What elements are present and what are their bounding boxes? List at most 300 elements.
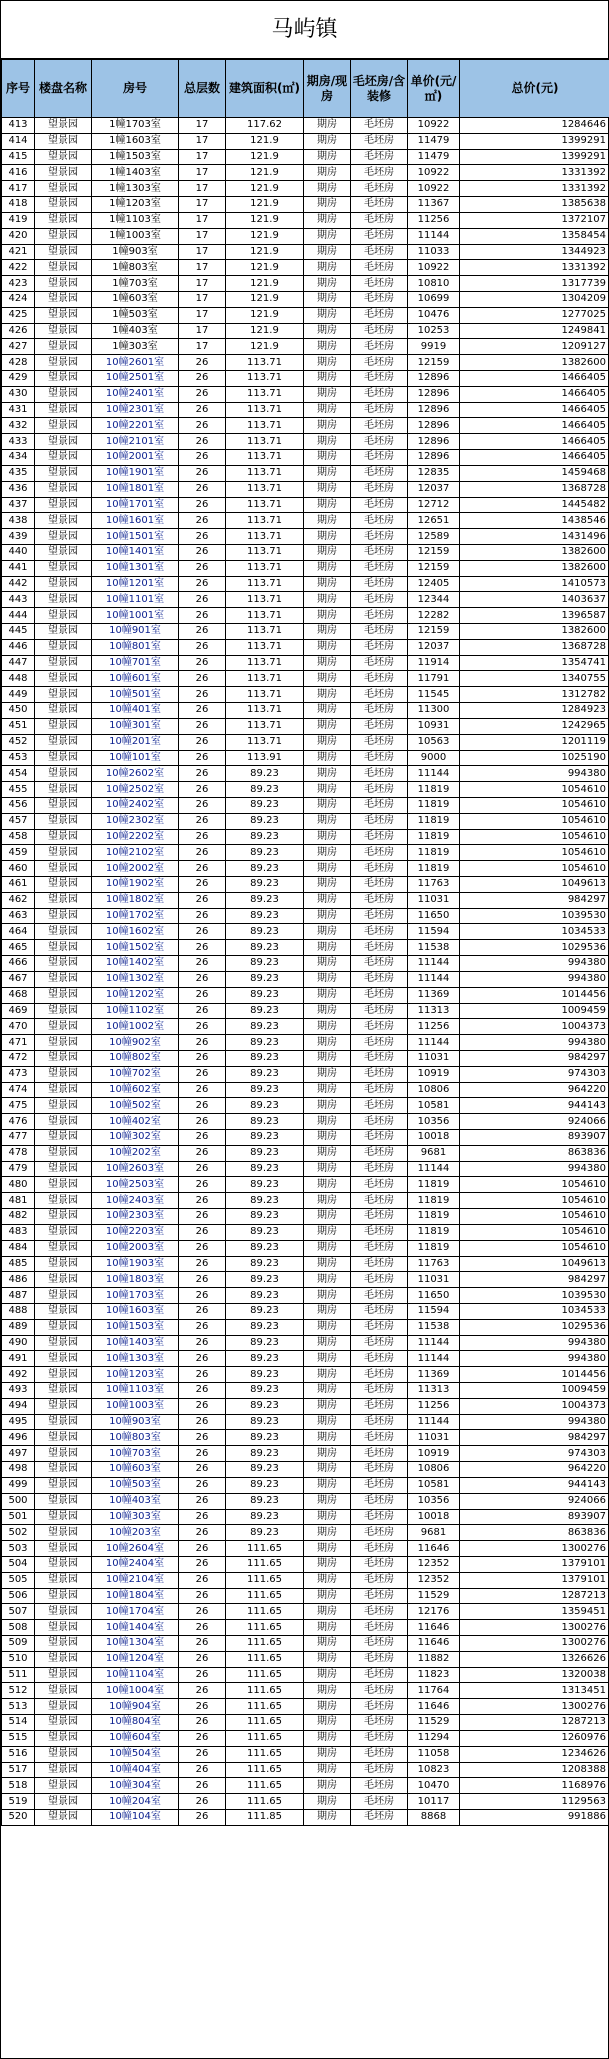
- cell-total-price: 1129563: [460, 1794, 609, 1810]
- cell-floors: 26: [179, 371, 226, 387]
- cell-finish: 毛坯房: [351, 1588, 408, 1604]
- cell-unit-price: 11823: [408, 1667, 460, 1683]
- cell-unit-price: 11819: [408, 813, 460, 829]
- cell-index: 448: [2, 671, 35, 687]
- cell-finish: 毛坯房: [351, 165, 408, 181]
- cell-area: 89.23: [226, 877, 304, 893]
- cell-area: 113.71: [226, 513, 304, 529]
- cell-project: 望景园: [35, 1177, 92, 1193]
- cell-unit-price: 11031: [408, 892, 460, 908]
- cell-finish: 毛坯房: [351, 718, 408, 734]
- cell-project: 望景园: [35, 797, 92, 813]
- cell-index: 464: [2, 924, 35, 940]
- table-row: [2, 1035, 609, 1051]
- cell-status: 期房: [304, 813, 351, 829]
- cell-status: 期房: [304, 671, 351, 687]
- cell-room: 10幢402室: [92, 1114, 179, 1130]
- table-row: [2, 1556, 609, 1572]
- cell-finish: 毛坯房: [351, 1383, 408, 1399]
- cell-status: 期房: [304, 1683, 351, 1699]
- cell-status: 期房: [304, 1746, 351, 1762]
- table-row: [2, 687, 609, 703]
- cell-floors: 26: [179, 892, 226, 908]
- cell-total-price: 1331392: [460, 165, 609, 181]
- cell-floors: 26: [179, 750, 226, 766]
- cell-area: 89.23: [226, 861, 304, 877]
- table-row: [2, 987, 609, 1003]
- cell-area: 89.23: [226, 1477, 304, 1493]
- cell-area: 111.65: [226, 1556, 304, 1572]
- cell-status: 期房: [304, 1351, 351, 1367]
- cell-status: 期房: [304, 1509, 351, 1525]
- cell-project: 望景园: [35, 355, 92, 371]
- cell-status: 期房: [304, 1556, 351, 1572]
- cell-area: 89.23: [226, 908, 304, 924]
- table-row: [2, 829, 609, 845]
- cell-index: 450: [2, 703, 35, 719]
- cell-project: 望景园: [35, 1145, 92, 1161]
- cell-area: 89.23: [226, 1098, 304, 1114]
- cell-room: 10幢203室: [92, 1525, 179, 1541]
- cell-project: 望景园: [35, 1256, 92, 1272]
- cell-index: 461: [2, 877, 35, 893]
- cell-area: 89.23: [226, 987, 304, 1003]
- cell-total-price: 944143: [460, 1477, 609, 1493]
- table-row: [2, 481, 609, 497]
- cell-area: 89.23: [226, 1303, 304, 1319]
- cell-project: 望景园: [35, 1620, 92, 1636]
- cell-total-price: 1054610: [460, 797, 609, 813]
- cell-finish: 毛坯房: [351, 1762, 408, 1778]
- cell-status: 期房: [304, 1256, 351, 1272]
- cell-area: 113.71: [226, 481, 304, 497]
- cell-project: 望景园: [35, 1572, 92, 1588]
- cell-unit-price: 10919: [408, 1446, 460, 1462]
- cell-index: 519: [2, 1794, 35, 1810]
- cell-index: 442: [2, 576, 35, 592]
- cell-status: 期房: [304, 956, 351, 972]
- cell-area: 113.71: [226, 497, 304, 513]
- cell-status: 期房: [304, 1193, 351, 1209]
- cell-status: 期房: [304, 766, 351, 782]
- cell-status: 期房: [304, 987, 351, 1003]
- cell-floors: 17: [179, 212, 226, 228]
- cell-area: 113.71: [226, 371, 304, 387]
- cell-floors: 17: [179, 244, 226, 260]
- cell-project: 望景园: [35, 1019, 92, 1035]
- cell-index: 489: [2, 1319, 35, 1335]
- cell-status: 期房: [304, 624, 351, 640]
- cell-finish: 毛坯房: [351, 1730, 408, 1746]
- cell-floors: 26: [179, 1224, 226, 1240]
- cell-total-price: 1039530: [460, 908, 609, 924]
- cell-project: 望景园: [35, 987, 92, 1003]
- cell-area: 113.91: [226, 750, 304, 766]
- cell-status: 期房: [304, 1462, 351, 1478]
- cell-total-price: 1445482: [460, 497, 609, 513]
- cell-index: 517: [2, 1762, 35, 1778]
- cell-room: 10幢504室: [92, 1746, 179, 1762]
- cell-total-price: 1331392: [460, 260, 609, 276]
- cell-finish: 毛坯房: [351, 1462, 408, 1478]
- cell-area: 89.23: [226, 1177, 304, 1193]
- cell-total-price: 1438546: [460, 513, 609, 529]
- table-row: [2, 924, 609, 940]
- table-row: [2, 1462, 609, 1478]
- table-row: [2, 244, 609, 260]
- cell-total-price: 984297: [460, 892, 609, 908]
- cell-project: 望景园: [35, 1209, 92, 1225]
- cell-index: 416: [2, 165, 35, 181]
- cell-area: 89.23: [226, 1319, 304, 1335]
- cell-total-price: 1234626: [460, 1746, 609, 1762]
- cell-unit-price: 11764: [408, 1683, 460, 1699]
- cell-unit-price: 12352: [408, 1572, 460, 1588]
- cell-finish: 毛坯房: [351, 1224, 408, 1240]
- cell-finish: 毛坯房: [351, 1683, 408, 1699]
- cell-status: 期房: [304, 529, 351, 545]
- cell-area: 113.71: [226, 529, 304, 545]
- cell-project: 望景园: [35, 529, 92, 545]
- cell-area: 121.9: [226, 276, 304, 292]
- cell-project: 望景园: [35, 782, 92, 798]
- cell-total-price: 1344923: [460, 244, 609, 260]
- cell-finish: 毛坯房: [351, 465, 408, 481]
- cell-area: 121.9: [226, 197, 304, 213]
- cell-room: 10幢1803室: [92, 1272, 179, 1288]
- cell-total-price: 863836: [460, 1525, 609, 1541]
- cell-total-price: 944143: [460, 1098, 609, 1114]
- table-row: [2, 1541, 609, 1557]
- cell-finish: 毛坯房: [351, 608, 408, 624]
- cell-finish: 毛坯房: [351, 845, 408, 861]
- cell-unit-price: 10581: [408, 1098, 460, 1114]
- cell-index: 433: [2, 434, 35, 450]
- cell-room: 1幢403室: [92, 323, 179, 339]
- cell-status: 期房: [304, 908, 351, 924]
- cell-project: 望景园: [35, 1114, 92, 1130]
- cell-room: 10幢1204室: [92, 1651, 179, 1667]
- cell-status: 期房: [304, 1398, 351, 1414]
- cell-unit-price: 11819: [408, 1224, 460, 1240]
- cell-unit-price: 11031: [408, 1272, 460, 1288]
- cell-room: 10幢403室: [92, 1493, 179, 1509]
- cell-total-price: 1382600: [460, 355, 609, 371]
- cell-room: 10幢1201室: [92, 576, 179, 592]
- cell-unit-price: 11313: [408, 1003, 460, 1019]
- cell-project: 望景园: [35, 1446, 92, 1462]
- cell-floors: 26: [179, 576, 226, 592]
- cell-unit-price: 10018: [408, 1509, 460, 1525]
- cell-project: 望景园: [35, 639, 92, 655]
- cell-total-price: 1260976: [460, 1730, 609, 1746]
- table-row: [2, 1794, 609, 1810]
- cell-finish: 毛坯房: [351, 1636, 408, 1652]
- cell-finish: 毛坯房: [351, 1272, 408, 1288]
- cell-total-price: 994380: [460, 1414, 609, 1430]
- cell-area: 89.23: [226, 1493, 304, 1509]
- cell-floors: 26: [179, 1809, 226, 1825]
- cell-unit-price: 11294: [408, 1730, 460, 1746]
- cell-status: 期房: [304, 1209, 351, 1225]
- cell-finish: 毛坯房: [351, 1145, 408, 1161]
- cell-finish: 毛坯房: [351, 307, 408, 323]
- cell-project: 望景园: [35, 165, 92, 181]
- table-row: [2, 291, 609, 307]
- cell-status: 期房: [304, 1319, 351, 1335]
- table-row: [2, 339, 609, 355]
- table-row: [2, 1604, 609, 1620]
- cell-room: 10幢1704室: [92, 1604, 179, 1620]
- col-header-finish: 毛坯房/含装修: [351, 60, 408, 118]
- cell-project: 望景园: [35, 924, 92, 940]
- cell-total-price: 1304209: [460, 291, 609, 307]
- cell-project: 望景园: [35, 1778, 92, 1794]
- cell-index: 483: [2, 1224, 35, 1240]
- cell-index: 423: [2, 276, 35, 292]
- cell-total-price: 1317739: [460, 276, 609, 292]
- cell-room: 10幢2401室: [92, 386, 179, 402]
- cell-total-price: 1399291: [460, 133, 609, 149]
- cell-project: 望景园: [35, 624, 92, 640]
- cell-finish: 毛坯房: [351, 829, 408, 845]
- cell-room: 10幢2302室: [92, 813, 179, 829]
- cell-area: 111.65: [226, 1636, 304, 1652]
- cell-status: 期房: [304, 260, 351, 276]
- cell-finish: 毛坯房: [351, 1699, 408, 1715]
- cell-total-price: 1466405: [460, 434, 609, 450]
- cell-unit-price: 12159: [408, 544, 460, 560]
- cell-index: 503: [2, 1541, 35, 1557]
- cell-total-price: 893907: [460, 1509, 609, 1525]
- cell-unit-price: 11479: [408, 149, 460, 165]
- cell-total-price: 1284646: [460, 118, 609, 134]
- cell-total-price: 1287213: [460, 1588, 609, 1604]
- table-row: [2, 624, 609, 640]
- cell-index: 424: [2, 291, 35, 307]
- cell-total-price: 924066: [460, 1493, 609, 1509]
- cell-total-price: 1054610: [460, 813, 609, 829]
- table-row: [2, 1288, 609, 1304]
- cell-room: 10幢1403室: [92, 1335, 179, 1351]
- cell-floors: 17: [179, 260, 226, 276]
- cell-status: 期房: [304, 829, 351, 845]
- cell-area: 89.23: [226, 1430, 304, 1446]
- cell-unit-price: 12896: [408, 418, 460, 434]
- cell-floors: 26: [179, 481, 226, 497]
- cell-finish: 毛坯房: [351, 908, 408, 924]
- cell-area: 89.23: [226, 1351, 304, 1367]
- cell-project: 望景园: [35, 1509, 92, 1525]
- cell-status: 期房: [304, 1446, 351, 1462]
- cell-room: 1幢703室: [92, 276, 179, 292]
- cell-floors: 26: [179, 544, 226, 560]
- cell-status: 期房: [304, 1477, 351, 1493]
- cell-total-price: 1459468: [460, 465, 609, 481]
- cell-floors: 26: [179, 718, 226, 734]
- cell-finish: 毛坯房: [351, 118, 408, 134]
- cell-total-price: 1284923: [460, 703, 609, 719]
- table-row: [2, 845, 609, 861]
- cell-total-price: 1379101: [460, 1556, 609, 1572]
- cell-unit-price: 12159: [408, 355, 460, 371]
- cell-project: 望景园: [35, 1098, 92, 1114]
- cell-unit-price: 12037: [408, 481, 460, 497]
- table-row: [2, 877, 609, 893]
- col-header-project: 楼盘名称: [35, 60, 92, 118]
- cell-unit-price: 12896: [408, 386, 460, 402]
- cell-unit-price: 10806: [408, 1462, 460, 1478]
- cell-area: 89.23: [226, 1082, 304, 1098]
- cell-area: 111.85: [226, 1809, 304, 1825]
- cell-project: 望景园: [35, 1193, 92, 1209]
- cell-index: 504: [2, 1556, 35, 1572]
- cell-index: 431: [2, 402, 35, 418]
- cell-finish: 毛坯房: [351, 181, 408, 197]
- cell-finish: 毛坯房: [351, 1778, 408, 1794]
- cell-total-price: 1300276: [460, 1636, 609, 1652]
- cell-floors: 26: [179, 1683, 226, 1699]
- cell-unit-price: 9000: [408, 750, 460, 766]
- cell-floors: 17: [179, 339, 226, 355]
- table-row: [2, 1019, 609, 1035]
- cell-index: 510: [2, 1651, 35, 1667]
- cell-area: 113.71: [226, 418, 304, 434]
- cell-room: 10幢804室: [92, 1715, 179, 1731]
- cell-project: 望景园: [35, 1130, 92, 1146]
- cell-floors: 26: [179, 1035, 226, 1051]
- cell-finish: 毛坯房: [351, 987, 408, 1003]
- cell-room: 10幢1801室: [92, 481, 179, 497]
- cell-status: 期房: [304, 1541, 351, 1557]
- table-row: [2, 212, 609, 228]
- cell-area: 111.65: [226, 1667, 304, 1683]
- cell-finish: 毛坯房: [351, 956, 408, 972]
- cell-room: 10幢2603室: [92, 1161, 179, 1177]
- cell-finish: 毛坯房: [351, 276, 408, 292]
- cell-total-price: 1014456: [460, 987, 609, 1003]
- cell-finish: 毛坯房: [351, 734, 408, 750]
- cell-area: 89.23: [226, 1414, 304, 1430]
- cell-floors: 26: [179, 940, 226, 956]
- cell-index: 492: [2, 1367, 35, 1383]
- cell-finish: 毛坯房: [351, 1572, 408, 1588]
- cell-area: 89.23: [226, 1525, 304, 1541]
- cell-project: 望景园: [35, 291, 92, 307]
- cell-index: 500: [2, 1493, 35, 1509]
- cell-area: 89.23: [226, 1240, 304, 1256]
- cell-room: 10幢1001室: [92, 608, 179, 624]
- cell-room: 10幢2003室: [92, 1240, 179, 1256]
- cell-unit-price: 9681: [408, 1145, 460, 1161]
- cell-total-price: 994380: [460, 971, 609, 987]
- cell-area: 89.23: [226, 971, 304, 987]
- cell-project: 望景园: [35, 1288, 92, 1304]
- cell-status: 期房: [304, 1493, 351, 1509]
- cell-index: 435: [2, 465, 35, 481]
- cell-area: 113.71: [226, 355, 304, 371]
- cell-finish: 毛坯房: [351, 592, 408, 608]
- cell-status: 期房: [304, 481, 351, 497]
- cell-project: 望景园: [35, 402, 92, 418]
- cell-room: 10幢1102室: [92, 1003, 179, 1019]
- cell-project: 望景园: [35, 497, 92, 513]
- cell-area: 89.23: [226, 940, 304, 956]
- table-row: [2, 1778, 609, 1794]
- cell-project: 望景园: [35, 1414, 92, 1430]
- cell-project: 望景园: [35, 1335, 92, 1351]
- cell-project: 望景园: [35, 1224, 92, 1240]
- cell-room: 1幢903室: [92, 244, 179, 260]
- cell-unit-price: 10470: [408, 1778, 460, 1794]
- cell-total-price: 1054610: [460, 861, 609, 877]
- cell-floors: 17: [179, 181, 226, 197]
- cell-area: 89.23: [226, 924, 304, 940]
- cell-project: 望景园: [35, 1272, 92, 1288]
- cell-finish: 毛坯房: [351, 133, 408, 149]
- cell-room: 10幢1701室: [92, 497, 179, 513]
- table-row: [2, 750, 609, 766]
- cell-project: 望景园: [35, 1462, 92, 1478]
- cell-status: 期房: [304, 1730, 351, 1746]
- cell-floors: 26: [179, 1383, 226, 1399]
- cell-project: 望景园: [35, 244, 92, 260]
- table-row: [2, 1572, 609, 1588]
- cell-finish: 毛坯房: [351, 1240, 408, 1256]
- cell-unit-price: 10931: [408, 718, 460, 734]
- header-row: [2, 60, 609, 118]
- cell-floors: 17: [179, 149, 226, 165]
- cell-status: 期房: [304, 971, 351, 987]
- cell-finish: 毛坯房: [351, 892, 408, 908]
- cell-floors: 26: [179, 924, 226, 940]
- cell-status: 期房: [304, 513, 351, 529]
- cell-unit-price: 12651: [408, 513, 460, 529]
- cell-finish: 毛坯房: [351, 1493, 408, 1509]
- cell-finish: 毛坯房: [351, 1098, 408, 1114]
- cell-area: 113.71: [226, 703, 304, 719]
- cell-floors: 26: [179, 861, 226, 877]
- cell-unit-price: 11144: [408, 971, 460, 987]
- cell-floors: 26: [179, 1114, 226, 1130]
- cell-room: 10幢1502室: [92, 940, 179, 956]
- cell-status: 期房: [304, 1114, 351, 1130]
- cell-room: 10幢1601室: [92, 513, 179, 529]
- table-row: [2, 1588, 609, 1604]
- cell-index: 438: [2, 513, 35, 529]
- cell-area: 89.23: [226, 1288, 304, 1304]
- cell-index: 463: [2, 908, 35, 924]
- cell-unit-price: 11646: [408, 1541, 460, 1557]
- cell-project: 望景园: [35, 861, 92, 877]
- cell-room: 10幢1603室: [92, 1303, 179, 1319]
- cell-index: 470: [2, 1019, 35, 1035]
- cell-total-price: 1277025: [460, 307, 609, 323]
- cell-room: 10幢904室: [92, 1699, 179, 1715]
- cell-status: 期房: [304, 1620, 351, 1636]
- cell-finish: 毛坯房: [351, 1414, 408, 1430]
- cell-status: 期房: [304, 1019, 351, 1035]
- cell-project: 望景园: [35, 228, 92, 244]
- cell-finish: 毛坯房: [351, 1193, 408, 1209]
- cell-room: 10幢702室: [92, 1066, 179, 1082]
- cell-room: 10幢2201室: [92, 418, 179, 434]
- cell-floors: 26: [179, 1430, 226, 1446]
- cell-unit-price: 11529: [408, 1715, 460, 1731]
- cell-total-price: 1009459: [460, 1003, 609, 1019]
- cell-floors: 26: [179, 1746, 226, 1762]
- cell-unit-price: 11529: [408, 1588, 460, 1604]
